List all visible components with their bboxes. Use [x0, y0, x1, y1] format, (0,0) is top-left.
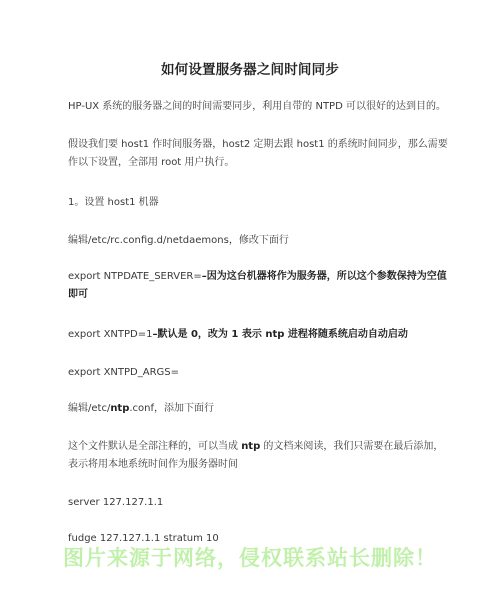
- text-segment: 这个文件默认是全部注释的，可以当成: [68, 441, 242, 452]
- config-note: –因为这台机器将作为服务器，所以这个参数保持为空值即可: [68, 271, 447, 300]
- document-title: 如何设置服务器之间时间同步: [160, 62, 340, 78]
- paragraph-xntpd-args: export XNTPD_ARGS=: [68, 367, 180, 378]
- config-note: –默认是 0，改为 1 表示 ntp 进程将随系统启动自动启动: [152, 329, 408, 340]
- paragraph-ntpdate-server: [68, 268, 448, 304]
- paragraph-intro: HP-UX 系统的服务器之间的时间需要同步，利用自带的 NTPD 可以很好的达到目的。: [68, 101, 446, 112]
- paragraph-ntp-conf-note: [68, 438, 448, 474]
- text-bold: ntp: [110, 403, 130, 414]
- text-segment: .conf，添加下面行: [129, 403, 215, 414]
- paragraph-fudge-line: fudge 127.127.1.1 stratum 10: [68, 533, 219, 544]
- paragraph-xntpd: [68, 326, 448, 344]
- text-bold: ntp: [241, 441, 261, 452]
- paragraph-step-1: 1。设置 host1 机器: [68, 197, 159, 208]
- text-segment: 编辑/etc/: [68, 403, 111, 414]
- watermark-text: 图片来源于网络，侵权联系站长删除！: [63, 546, 437, 570]
- paragraph-edit-ntp-conf: [68, 400, 448, 418]
- text-segment: 的文档来阅读，我们只需要在最后添加，表示将用本地系统时间作为服务器时间: [68, 441, 444, 470]
- paragraph-edit-netdaemons: 编辑/etc/rc.config.d/netdaemons，修改下面行: [68, 235, 289, 246]
- paragraph-setup: 假设我们要 host1 作时间服务器，host2 定期去跟 host1 的系统时间同步，那么需要作以下设置，全部用 root 用户执行。: [68, 139, 448, 168]
- config-line: export XNTPD=1: [68, 329, 153, 340]
- paragraph-server-line: server 127.127.1.1: [68, 497, 164, 508]
- config-line: export NTPDATE_SERVER=: [68, 271, 202, 282]
